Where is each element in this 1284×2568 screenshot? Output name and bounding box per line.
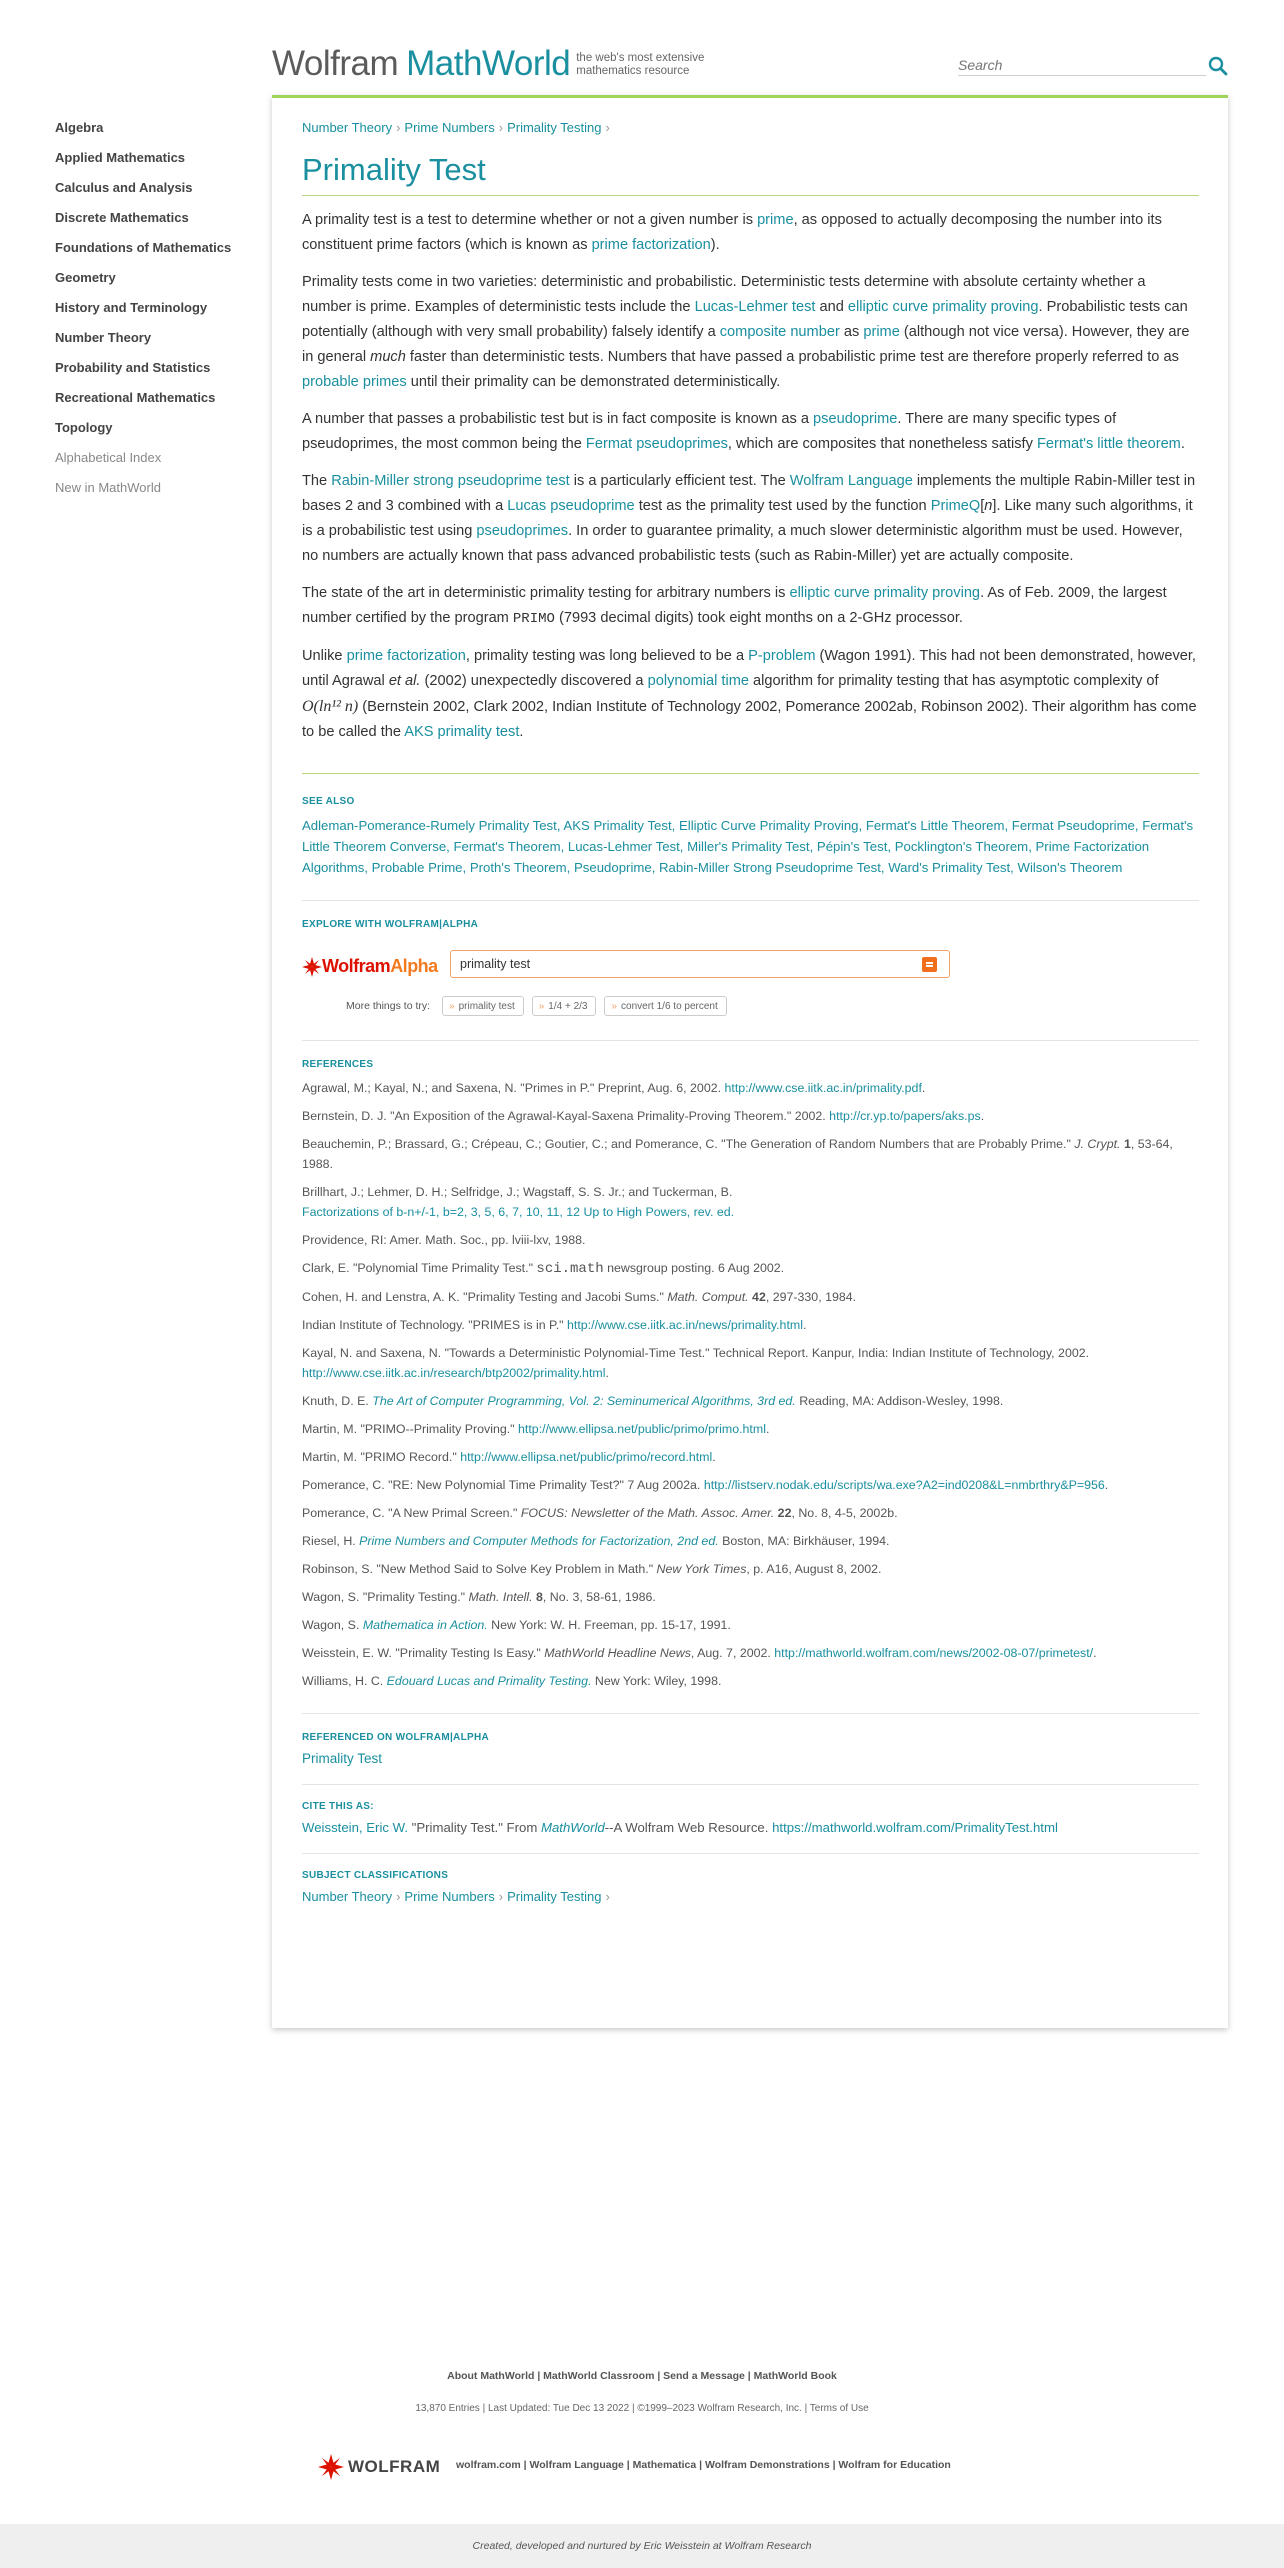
inline-link[interactable]: prime factorization [591, 237, 711, 253]
see-also-link[interactable]: Elliptic Curve Primality Proving [678, 818, 859, 833]
search-icon[interactable] [1208, 56, 1228, 76]
see-also-link[interactable]: Pseudoprime [574, 860, 652, 875]
reference-item: Agrawal, M.; Kayal, N.; and Saxena, N. "Primes in P." Preprint, Aug. 6, 2002. http://www.cse.iitk.ac.in/primality.pdf. [302, 1081, 926, 1095]
see-also-link[interactable]: AKS Primality Test [563, 818, 672, 833]
cite-heading: CITE THIS AS: [302, 1801, 374, 1812]
inline-link[interactable]: Prime Numbers and Computer Methods for Factorization, 2nd ed. [359, 1534, 719, 1548]
emphasis: et al. [388, 673, 421, 689]
references-heading: REFERENCES [302, 1059, 374, 1070]
inline-link[interactable]: Fermat's little theorem [1036, 436, 1181, 452]
sidebar-item-algebra[interactable]: Algebra [55, 120, 104, 135]
alpha-logo-wolfram: Wolfram [322, 956, 391, 976]
inline-link[interactable]: The Art of Computer Programming, Vol. 2: Seminumerical Algorithms, 3rd ed. [372, 1394, 796, 1408]
inline-link[interactable]: Fermat pseudoprimes [585, 436, 728, 452]
inline-link[interactable]: PrimeQ [930, 498, 981, 514]
alpha-logo-alpha: Alpha [390, 956, 438, 976]
reference-item: Indian Institute of Technology. "PRIMES is in P." http://www.cse.iitk.ac.in/news/primality.html. [302, 1318, 807, 1332]
paragraph-1: A primality test is a test to determine whether or not a given number is prime, as opposed to actually decomposing the number into its constituent prime factors (which is known as prime factorization). [302, 212, 1162, 253]
wolfram-spikey-icon [318, 2454, 344, 2480]
paragraph-5: The state of the art in deterministic primality testing for arbitrary numbers is elliptic curve primality proving. As of Feb. 2009, the largest number certified by the program PRIMO (7993 decimal digits) took eight months on a 2-GHz processor. [302, 585, 1167, 627]
sidebar-item-number-theory[interactable]: Number Theory [55, 330, 152, 345]
subject-section [302, 1870, 1199, 1907]
inline-link[interactable]: prime [757, 212, 794, 228]
inline-link[interactable]: pseudoprimes [476, 523, 569, 539]
section-divider [302, 1713, 1199, 1714]
reference-item: Providence, RI: Amer. Math. Soc., pp. lviii-lxv, 1988. [302, 1233, 586, 1247]
sidebar-item-applied-mathematics[interactable]: Applied Mathematics [55, 150, 186, 165]
cite-text-1: "Primality Test." From [408, 1820, 541, 1835]
inline-link[interactable]: http://mathworld.wolfram.com/news/2002-08-07/primetest/ [774, 1646, 1094, 1660]
emphasis: J. Crypt. [1074, 1137, 1121, 1151]
cite-section [302, 1801, 1199, 1835]
emphasis: FOCUS: Newsletter of the Math. Assoc. Amer. [520, 1506, 775, 1520]
see-also-link[interactable]: Pocklington's Theorem [894, 839, 1029, 854]
inline-link[interactable]: http://www.ellipsa.net/public/primo/record.html [460, 1450, 713, 1464]
mathworld-logo[interactable] [272, 44, 704, 88]
wolfram-alpha-logo[interactable] [302, 956, 438, 977]
main-panel [272, 95, 1228, 2028]
paragraph-2: Primality tests come in two varieties: deterministic and probabilistic. Deterministic tests determine with absolute certainty whether a number is prime. Examples of deterministic tests include the Lucas-Lehmer test and elliptic curve primality proving. Probabilistic tests can potentially (although with very small probability) falsely identify a composite number as prime (although not vice versa). However, they are in general much faster than deterministic tests. Numbers that have passed a probabilistic prime test are therefore properly referred to as probable primes until their primality can be demonstrated deterministically. [302, 274, 1190, 390]
section-divider [302, 1040, 1199, 1041]
inline-link[interactable]: Lucas pseudoprime [507, 498, 635, 514]
sidebar-nav [55, 118, 265, 508]
citation [302, 1820, 1199, 1835]
reference-item: Beauchemin, P.; Brassard, G.; Crépeau, C.; Goutier, C.; and Pomerance, C. "The Generation of Random Numbers that are Probably Prime." J. Crypt. 1, 53-64, 1988. [302, 1137, 1173, 1171]
inline-link[interactable]: polynomial time [647, 673, 749, 689]
emphasis: New York Times [656, 1562, 747, 1576]
referenced-on-link[interactable]: Primality Test [302, 1751, 383, 1766]
footer-sites[interactable]: wolfram.com | Wolfram Language | Mathematica | Wolfram Demonstrations | Wolfram for Education [456, 2459, 951, 2471]
inline-link[interactable]: http://www.ellipsa.net/public/primo/primo.html [518, 1422, 766, 1436]
page-title: Primality Test [302, 151, 1199, 196]
suggestion-chip[interactable] [532, 996, 597, 1016]
breadcrumb-separator: › [396, 1889, 401, 1904]
subject-heading: SUBJECT CLASSIFICATIONS [302, 1870, 449, 1881]
breadcrumb-item[interactable]: Number Theory [302, 1889, 393, 1904]
reference-item: Martin, M. "PRIMO Record." http://www.ellipsa.net/public/primo/record.html. [302, 1450, 716, 1464]
paragraph-4: The Rabin-Miller strong pseudoprime test is a particularly efficient test. The Wolfram Language implements the multiple Rabin-Miller test in bases 2 and 3 combined with a Lucas pseudoprime test as the primality test used by the function PrimeQ[n]. Like many such algorithms, it is a probabilistic test using pseudoprimes. In order to guarantee primality, a much slower deterministic algorithm must be used. However, no numbers are actually known that pass advanced probabilistic tests (such as Rabin-Miller) yet are actually composite. [302, 473, 1196, 564]
logo-tagline [576, 52, 704, 78]
chip-label: convert 1/6 to percent [621, 1001, 718, 1012]
inline-link[interactable]: Lucas-Lehmer test [694, 299, 816, 315]
breadcrumb-item[interactable]: Primality Testing [507, 120, 602, 135]
inline-link[interactable]: http://www.cse.iitk.ac.in/research/btp2002/primality.html [302, 1366, 606, 1380]
logo-mathworld-text: MathWorld [406, 44, 571, 83]
wolfram-alpha-row [302, 950, 1199, 986]
wolfram-footer-logo[interactable] [318, 2454, 440, 2480]
paragraph-6: Unlike prime factorization, primality testing was long believed to be a P-problem (Wagon 1991). This had not been demonstrated, however, until Agrawal et al. (2002) unexpectedly discovered a polynomial time algorithm for primality testing that has asymptotic complexity of O(ln¹² n) (Bernstein 2002, Clark 2002, Indian Institute of Technology 2002, Pomerance 2002ab, Robinson 2002). Their algorithm has come to be called the AKS primality test. [302, 648, 1197, 740]
see-also-link[interactable]: Fermat Pseudoprime [1011, 818, 1135, 833]
section-divider [302, 1784, 1199, 1785]
see-also-link[interactable]: Adleman-Pomerance-Rumely Primality Test [302, 818, 557, 833]
reference-item: Pomerance, C. "A New Primal Screen." FOCUS: Newsletter of the Math. Assoc. Amer. 22, No. 8, 4-5, 2002b. [302, 1506, 898, 1520]
inline-link[interactable]: Rabin-Miller strong pseudoprime test [331, 473, 570, 489]
breadcrumb-separator: › [498, 1889, 504, 1904]
paragraph-3: A number that passes a probabilistic test but is in fact composite is known as a pseudoprime. There are many specific types of pseudoprimes, the most common being the Fermat pseudoprimes, which are composites that nonetheless satisfy Fermat's little theorem. [302, 411, 1185, 452]
see-also-link[interactable]: Lucas-Lehmer Test [567, 839, 680, 854]
breadcrumb-item[interactable]: Primality Testing [507, 1889, 602, 1904]
see-also-link[interactable]: Ward's Primality Test [888, 860, 1011, 875]
inline-link[interactable]: pseudoprime [813, 411, 898, 427]
monospace-text: sci.math [536, 1261, 604, 1277]
sidebar-item-alphabetical-index[interactable]: Alphabetical Index [55, 450, 162, 465]
see-also-heading: SEE ALSO [302, 796, 355, 807]
search-input[interactable] [958, 54, 1206, 76]
references-section [302, 1059, 1199, 1691]
reference-item: Knuth, D. E. The Art of Computer Programming, Vol. 2: Seminumerical Algorithms, 3rd ed. Reading, MA: Addison-Wesley, 1998. [302, 1394, 1004, 1408]
breadcrumb-separator: › [605, 1889, 610, 1904]
reference-item: Wagon, S. "Primality Testing." Math. Intell. 8, No. 3, 58-61, 1986. [302, 1590, 656, 1604]
more-things-row [346, 994, 1199, 1018]
reference-item: Williams, H. C. Edouard Lucas and Primality Testing. New York: Wiley, 1998. [302, 1674, 722, 1688]
inline-link[interactable]: http://www.cse.iitk.ac.in/primality.pdf [724, 1081, 922, 1095]
reference-item: Martin, M. "PRIMO--Primality Proving." http://www.ellipsa.net/public/primo/primo.html. [302, 1422, 770, 1436]
see-also-link[interactable]: Probable Prime [371, 860, 463, 875]
see-also-link[interactable]: Pépin's Test [816, 839, 888, 854]
explore-heading: EXPLORE WITH WOLFRAM|ALPHA [302, 919, 479, 930]
breadcrumb-item[interactable]: Prime Numbers [404, 120, 495, 135]
chip-arrow-icon: » [449, 1001, 455, 1012]
wolfram-alpha-submit-icon[interactable] [922, 957, 937, 972]
cite-text-2: --A Wolfram Web Resource. [604, 1820, 773, 1835]
sidebar-item-new-in-mathworld[interactable]: New in MathWorld [55, 480, 161, 495]
see-also-link[interactable]: Wilson's Theorem [1017, 860, 1123, 875]
referenced-on-section [302, 1732, 1199, 1766]
see-also-section [302, 796, 1199, 878]
chip-arrow-icon: » [611, 1001, 618, 1012]
emphasis: Math. Intell. [468, 1590, 533, 1604]
breadcrumb-separator: › [396, 120, 401, 135]
emphasis: MathWorld Headline News [544, 1646, 691, 1660]
article-content [302, 118, 1199, 1907]
sidebar-item-geometry[interactable]: Geometry [55, 270, 116, 285]
sidebar-item-history-and-terminology[interactable]: History and Terminology [55, 300, 208, 315]
see-also-link[interactable]: Fermat's Little Theorem Converse [302, 818, 1194, 854]
cite-author-link[interactable]: Weisstein, Eric W. [302, 1820, 409, 1835]
footer-links[interactable]: About MathWorld | MathWorld Classroom | Send a Message | MathWorld Book [447, 2370, 837, 2382]
breadcrumb-separator: › [498, 120, 504, 135]
inline-link[interactable]: Edouard Lucas and Primality Testing. [386, 1674, 592, 1688]
sidebar-item-recreational-mathematics[interactable]: Recreational Mathematics [55, 390, 216, 405]
section-divider [302, 773, 1199, 774]
inline-link[interactable]: Factorizations of b-n+/-1, b=2, 3, 5, 6, 7, 10, 11, 12 Up to High Powers, rev. ed. [302, 1205, 735, 1219]
emphasis: Math. Comput. [667, 1290, 749, 1304]
inline-link[interactable]: P-problem [748, 648, 816, 664]
see-also-link[interactable]: Miller's Primality Test [687, 839, 810, 854]
reference-item: Brillhart, J.; Lehmer, D. H.; Selfridge, J.; Wagstaff, S. S. Jr.; and Tuckerman, B. Factorizations of b-n+/-1, b=2, 3, 5, 6, 7, 10, 11, 12 Up to High Powers, rev. ed. [302, 1185, 735, 1219]
suggestion-chip[interactable] [442, 996, 524, 1016]
tagline-line-1: the web's most extensive [576, 52, 705, 64]
reference-item: Robinson, S. "New Method Said to Solve Key Problem in Math." New York Times, p. A16, August 8, 2002. [302, 1562, 882, 1576]
emphasis: n [984, 498, 993, 514]
subject-breadcrumb [302, 1887, 1199, 1907]
reference-item: Bernstein, D. J. "An Exposition of the Agrawal-Kayal-Saxena Primality-Proving Theorem." 2002. http://cr.yp.to/papers/aks.ps. [302, 1109, 985, 1123]
section-divider [302, 1853, 1199, 1854]
reference-item: Cohen, H. and Lenstra, A. K. "Primality Testing and Jacobi Sums." Math. Comput. 42, 297-330, 1984. [302, 1290, 857, 1304]
inline-link[interactable]: Mathematica in Action. [362, 1618, 488, 1632]
more-things-label: More things to try: [346, 1000, 431, 1012]
cite-url-link[interactable]: https://mathworld.wolfram.com/PrimalityTest.html [772, 1820, 1058, 1835]
breadcrumb [302, 118, 1199, 138]
sidebar-item-probability-and-statistics[interactable]: Probability and Statistics [55, 360, 211, 375]
wolfram-alpha-input[interactable] [450, 950, 950, 978]
see-also-list: Adleman-Pomerance-Rumely Primality Test, AKS Primality Test, Elliptic Curve Primality Proving, Fermat's Little Theorem, Fermat Pseudoprime, Fermat's Little Theorem Converse, Fermat's Theorem, Lucas-Lehmer Test, Miller's Primality Test, Pépin's Test, Pocklington's Theorem, Prime Factorization Algorithms, Probable Prime, Proth's Theorem, Pseudoprime, Rabin-Miller Strong Pseudoprime Test, Ward's Primality Test, Wilson's Theorem [302, 818, 1194, 875]
reference-item: Clark, E. "Polynomial Time Primality Test." sci.math newsgroup posting. 6 Aug 2002. [302, 1261, 785, 1277]
bold-text: 42 [752, 1290, 766, 1304]
see-also-link[interactable]: Proth's Theorem [469, 860, 567, 875]
references-list [302, 1078, 1199, 1691]
breadcrumb-separator: › [605, 120, 610, 135]
breadcrumb-item[interactable]: Prime Numbers [404, 1889, 495, 1904]
bold-text: 8 [536, 1590, 543, 1604]
section-divider [302, 900, 1199, 901]
chip-arrow-icon: » [538, 1001, 545, 1012]
math-expression: O(ln¹² n) [302, 698, 359, 715]
inline-link[interactable]: probable primes [302, 374, 407, 390]
bold-text: 22 [777, 1506, 792, 1520]
credit-bar: Created, developed and nurtured by Eric Weisstein at Wolfram Research [0, 2524, 1284, 2568]
reference-item: Riesel, H. Prime Numbers and Computer Methods for Factorization, 2nd ed. Boston, MA: Birkhäuser, 1994. [302, 1534, 890, 1548]
inline-link[interactable]: AKS primality test [404, 724, 520, 740]
inline-link[interactable]: elliptic curve primality proving [847, 299, 1039, 315]
inline-link[interactable]: Wolfram Language [789, 473, 913, 489]
wolfram-footer-text: WOLFRAM [348, 2457, 441, 2476]
referenced-on-heading: REFERENCED ON WOLFRAM|ALPHA [302, 1732, 490, 1743]
inline-link[interactable]: elliptic curve primality proving [789, 585, 981, 601]
reference-item: Pomerance, C. "RE: New Polynomial Time Primality Test?" 7 Aug 2002a. http://listserv.nodak.edu/scripts/wa.exe?A2=ind0208&L=nmbrthry&P=956. [302, 1478, 1109, 1492]
chip-label: primality test [458, 1001, 515, 1012]
inline-link[interactable]: composite number [719, 324, 840, 340]
logo-wolfram-text: Wolfram [272, 44, 399, 83]
monospace-text: PRIMO [512, 611, 555, 627]
site-header [272, 44, 1228, 94]
sidebar-item-discrete-mathematics[interactable]: Discrete Mathematics [55, 210, 189, 225]
chip-label: 1/4 + 2/3 [548, 1001, 588, 1012]
inline-link[interactable]: prime factorization [346, 648, 466, 664]
inline-link[interactable]: http://listserv.nodak.edu/scripts/wa.exe?A2=ind0208&L=nmbrthry&P=956 [703, 1478, 1105, 1492]
sidebar-item-foundations-of-mathematics[interactable]: Foundations of Mathematics [55, 240, 232, 255]
reference-item: Wagon, S. Mathematica in Action. New York: W. H. Freeman, pp. 15-17, 1991. [302, 1618, 731, 1632]
see-also-link[interactable]: Prime Factorization Algorithms [302, 839, 1150, 875]
sidebar-item-calculus-and-analysis[interactable]: Calculus and Analysis [55, 180, 193, 195]
reference-item: Kayal, N. and Saxena, N. "Towards a Deterministic Polynomial-Time Test." Technical Report. Kanpur, India: Indian Institute of Technology, 2002. http://www.cse.iitk.ac.in/research/btp2002/primality.html. [302, 1346, 1090, 1380]
suggestion-chip[interactable] [604, 996, 726, 1016]
see-also-link[interactable]: Fermat's Theorem [453, 839, 561, 854]
bold-text: 1 [1123, 1137, 1131, 1151]
see-also-link[interactable]: Fermat's Little Theorem [865, 818, 1005, 833]
inline-link[interactable]: http://cr.yp.to/papers/aks.ps [829, 1109, 981, 1123]
emphasis: much [370, 349, 406, 365]
inline-link[interactable]: prime [863, 324, 900, 340]
cite-mathworld-link[interactable]: MathWorld [540, 1820, 605, 1835]
breadcrumb-item[interactable]: Number Theory [302, 120, 393, 135]
inline-link[interactable]: http://www.cse.iitk.ac.in/news/primality.html [567, 1318, 803, 1332]
sidebar-item-topology[interactable]: Topology [55, 420, 113, 435]
tagline-line-2: mathematics resource [576, 65, 690, 77]
see-also-link[interactable]: Rabin-Miller Strong Pseudoprime Test [659, 860, 881, 875]
footer-stats: 13,870 Entries | Last Updated: Tue Dec 13 2022 | ©1999–2023 Wolfram Research, Inc. | Terms of Use [415, 2403, 869, 2414]
wolfram-alpha-spikey-icon [302, 957, 322, 977]
explore-section [302, 919, 1199, 1018]
reference-item: Weisstein, E. W. "Primality Testing Is Easy." MathWorld Headline News, Aug. 7, 2002. http://mathworld.wolfram.com/news/2002-08-07/primetest/. [302, 1646, 1097, 1660]
